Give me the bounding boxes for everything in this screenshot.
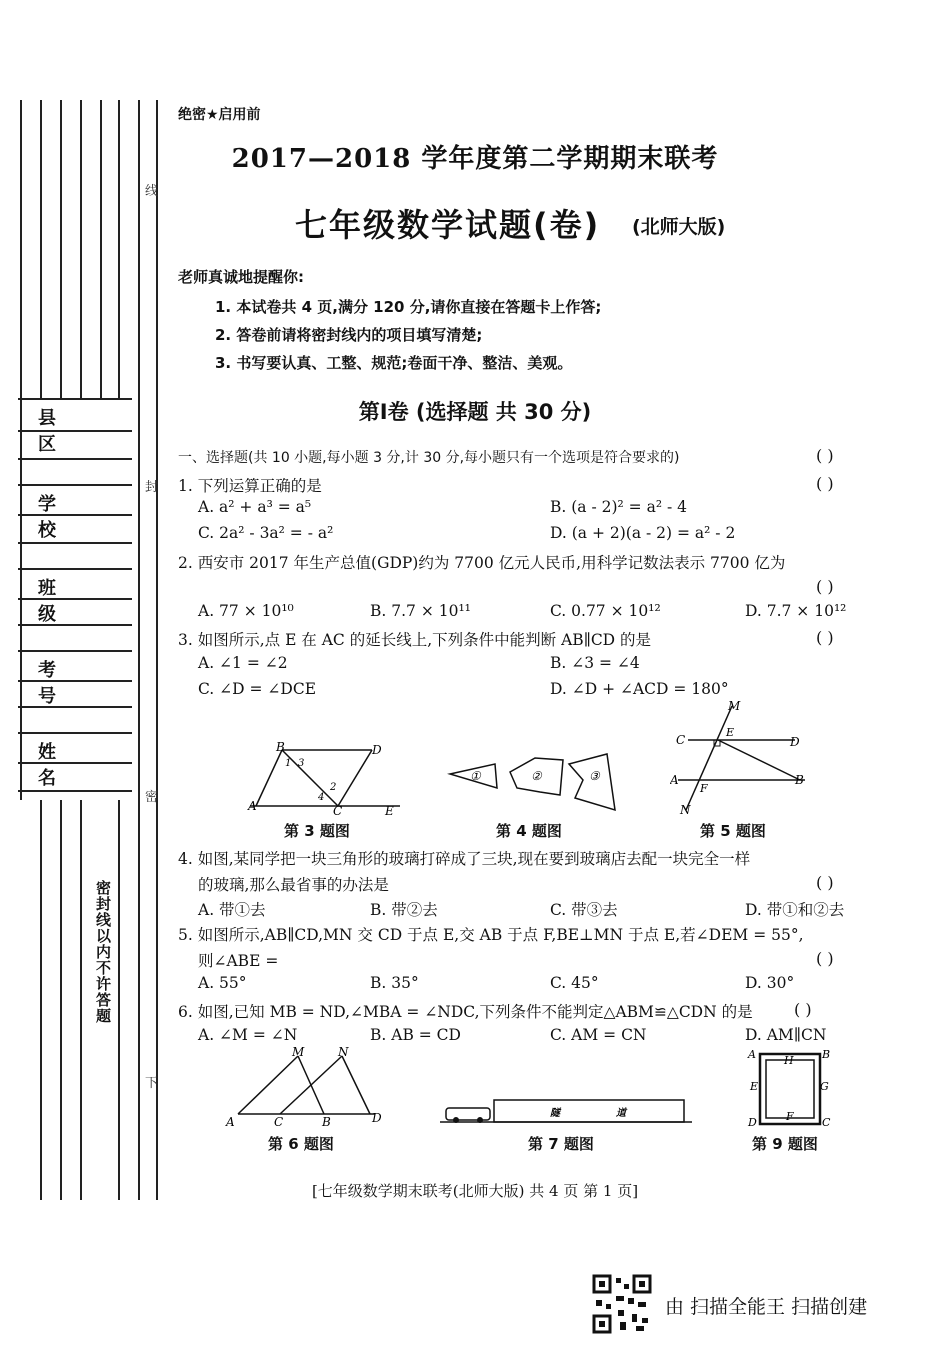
fig7-label: 隧 bbox=[550, 1108, 560, 1119]
q3-option-c[interactable]: C. ∠D = ∠DCE bbox=[198, 680, 317, 698]
field-school[interactable]: 学 校 bbox=[38, 494, 78, 541]
fig4-label: ② bbox=[531, 769, 542, 783]
q4-option-a[interactable]: A. 带①去 bbox=[198, 901, 266, 919]
note-item: 1. 本试卷共 4 页,满分 120 分,请你直接在答题卡上作答; bbox=[215, 298, 602, 316]
fig4-label: ③ bbox=[589, 769, 600, 783]
q5-option-c[interactable]: C. 45° bbox=[550, 974, 599, 992]
question-4-cont: 的玻璃,那么最省事的办法是 bbox=[198, 876, 389, 894]
fig3-caption: 第 3 题图 bbox=[284, 822, 350, 840]
fig6-label: C bbox=[274, 1115, 284, 1128]
seal-char: 下 bbox=[145, 1076, 159, 1091]
fig5-label: F bbox=[700, 782, 708, 795]
figure-3 bbox=[240, 740, 410, 820]
fig5-label: N bbox=[680, 803, 691, 817]
q6-option-b[interactable]: B. AB = CD bbox=[370, 1026, 461, 1044]
fig9-label: E bbox=[750, 1080, 759, 1093]
section-title: 一、选择题(共 10 小题,每小题 3 分,计 30 分,每小题只有一个选项是符合要求的) bbox=[178, 450, 680, 466]
answer-paren: ( ) bbox=[816, 474, 834, 493]
q3-option-d[interactable]: D. ∠D + ∠ACD = 180° bbox=[550, 680, 729, 698]
secret-mark: 绝密★启用前 bbox=[178, 107, 261, 123]
field-name[interactable]: 姓 名 bbox=[38, 742, 78, 789]
note-item: 2. 答卷前请将密封线内的项目填写清楚; bbox=[215, 326, 483, 344]
fig6-label: B bbox=[322, 1115, 331, 1128]
question-6: 6. 如图,已知 MB = ND,∠MBA = ∠NDC,下列条件不能判定△ABM≌△CDN 的是 bbox=[178, 1003, 753, 1021]
q2-option-d[interactable]: D. 7.7 × 10¹² bbox=[745, 602, 847, 620]
fig9-label: F bbox=[786, 1110, 794, 1123]
seal-char: 密 bbox=[145, 790, 159, 805]
q1-option-a[interactable]: A. a² + a³ = a⁵ bbox=[198, 498, 312, 516]
scanner-watermark: 由 扫描全能王 扫描创建 bbox=[665, 1296, 868, 1318]
qr-code-icon bbox=[592, 1274, 652, 1334]
q2-option-a[interactable]: A. 77 × 10¹⁰ bbox=[198, 602, 294, 620]
fig3-label: A bbox=[248, 799, 257, 813]
fig3-label: 1 bbox=[285, 758, 292, 769]
fig9-label: A bbox=[748, 1048, 756, 1061]
page-footer: [七年级数学期末联考(北师大版) 共 4 页 第 1 页] bbox=[311, 1182, 639, 1200]
fig5-label: B bbox=[795, 773, 804, 787]
fig5-label: C bbox=[676, 733, 686, 747]
fig3-label: C bbox=[333, 804, 343, 818]
seal-char: 封 bbox=[145, 480, 159, 495]
fig6-label: N bbox=[338, 1045, 349, 1059]
fig3-label: E bbox=[385, 804, 394, 818]
figure-7 bbox=[440, 1094, 696, 1128]
q6-option-d[interactable]: D. AM∥CN bbox=[745, 1026, 827, 1044]
figure-4 bbox=[445, 750, 625, 820]
fig4-caption: 第 4 题图 bbox=[496, 822, 562, 840]
question-2: 2. 西安市 2017 年生产总值(GDP)约为 7700 亿元人民币,用科学记数法表示 7700 亿为 bbox=[178, 554, 786, 572]
fig9-label: D bbox=[748, 1116, 757, 1129]
q1-option-c[interactable]: C. 2a² - 3a² = - a² bbox=[198, 524, 334, 542]
answer-paren: ( ) bbox=[794, 1000, 812, 1019]
fig3-label: 4 bbox=[318, 792, 325, 803]
fig5-label: E bbox=[726, 726, 735, 739]
field-exam-number[interactable]: 考 号 bbox=[38, 660, 78, 707]
fig5-label: A bbox=[670, 773, 679, 787]
q4-option-d[interactable]: D. 带①和②去 bbox=[745, 901, 845, 919]
seal-notice: 密封线以内不许答题 bbox=[94, 880, 112, 1024]
figure-6 bbox=[220, 1044, 390, 1128]
figure-5 bbox=[670, 700, 820, 820]
paper-title: 七年级数学试题(卷) bbox=[295, 206, 601, 244]
fig6-label: A bbox=[226, 1115, 235, 1128]
question-5-cont: 则∠ABE = bbox=[198, 952, 279, 970]
answer-paren: ( ) bbox=[816, 949, 834, 968]
fig4-label: ① bbox=[470, 769, 481, 783]
answer-paren: ( ) bbox=[816, 577, 834, 596]
part-title: 第Ⅰ卷 (选择题 共 30 分) bbox=[358, 400, 592, 424]
question-5: 5. 如图所示,AB∥CD,MN 交 CD 于点 E,交 AB 于点 F,BE⊥MN 于点 E,若∠DEM = 55°, bbox=[178, 926, 804, 944]
note-item: 3. 书写要认真、工整、规范;卷面干净、整洁、美观。 bbox=[215, 354, 573, 372]
fig9-label: G bbox=[820, 1080, 829, 1093]
fig3-label: B bbox=[276, 740, 285, 754]
exam-title: 2017—2018 学年度第二学期期末联考 bbox=[231, 144, 719, 174]
answer-paren: ( ) bbox=[816, 873, 834, 892]
fig9-caption: 第 9 题图 bbox=[752, 1135, 818, 1153]
fig3-label: 3 bbox=[298, 758, 305, 769]
fig9-label: C bbox=[822, 1116, 831, 1129]
fig9-label: H bbox=[784, 1054, 794, 1067]
q1-option-d[interactable]: D. (a + 2)(a - 2) = a² - 2 bbox=[550, 524, 736, 542]
q6-option-c[interactable]: C. AM = CN bbox=[550, 1026, 647, 1044]
answer-paren: ( ) bbox=[816, 628, 834, 647]
fig5-label: D bbox=[790, 735, 800, 749]
fig5-caption: 第 5 题图 bbox=[700, 822, 766, 840]
q4-option-c[interactable]: C. 带③去 bbox=[550, 901, 618, 919]
q5-option-d[interactable]: D. 30° bbox=[745, 974, 795, 992]
seal-char: 线 bbox=[145, 184, 159, 199]
answer-paren: ( ) bbox=[816, 446, 834, 465]
fig6-label: D bbox=[372, 1111, 382, 1125]
question-1: 1. 下列运算正确的是 bbox=[178, 477, 322, 495]
field-class[interactable]: 班 级 bbox=[38, 578, 78, 625]
q3-option-b[interactable]: B. ∠3 = ∠4 bbox=[550, 654, 640, 672]
figure-9 bbox=[746, 1044, 836, 1130]
fig7-label: 道 bbox=[616, 1108, 626, 1119]
q2-option-c[interactable]: C. 0.77 × 10¹² bbox=[550, 602, 661, 620]
fig6-caption: 第 6 题图 bbox=[268, 1135, 334, 1153]
q5-option-a[interactable]: A. 55° bbox=[198, 974, 247, 992]
q6-option-a[interactable]: A. ∠M = ∠N bbox=[198, 1026, 298, 1044]
q4-option-b[interactable]: B. 带②去 bbox=[370, 901, 438, 919]
edition-label: (北师大版) bbox=[632, 216, 726, 238]
notes-heading: 老师真诚地提醒你: bbox=[178, 268, 304, 286]
q2-option-b[interactable]: B. 7.7 × 10¹¹ bbox=[370, 602, 471, 620]
question-4: 4. 如图,某同学把一块三角形的玻璃打碎成了三块,现在要到玻璃店去配一块完全一样 bbox=[178, 850, 751, 868]
q5-option-b[interactable]: B. 35° bbox=[370, 974, 419, 992]
field-county[interactable]: 县 区 bbox=[38, 408, 78, 455]
fig9-label: B bbox=[822, 1048, 831, 1061]
fig5-label: M bbox=[728, 700, 741, 713]
q1-option-b[interactable]: B. (a - 2)² = a² - 4 bbox=[550, 498, 687, 516]
fig3-label: 2 bbox=[330, 782, 337, 793]
fig7-caption: 第 7 题图 bbox=[528, 1135, 594, 1153]
q3-option-a[interactable]: A. ∠1 = ∠2 bbox=[198, 654, 288, 672]
question-3: 3. 如图所示,点 E 在 AC 的延长线上,下列条件中能判断 AB∥CD 的是 bbox=[178, 631, 652, 649]
fig3-label: D bbox=[372, 743, 382, 757]
fig6-label: M bbox=[292, 1045, 305, 1059]
